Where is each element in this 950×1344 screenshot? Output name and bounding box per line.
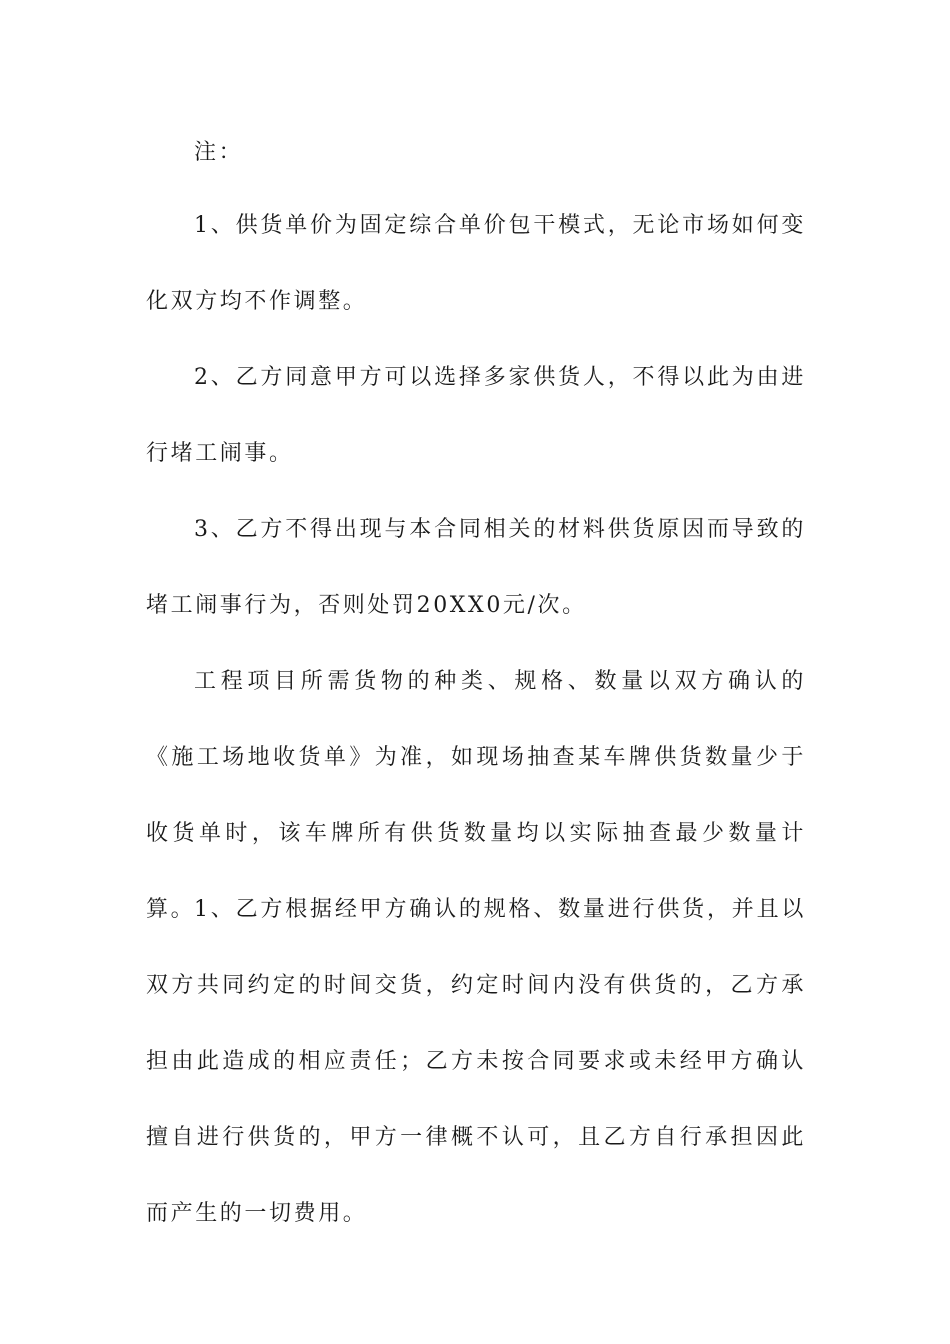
paragraph-goods-specification: 工程项目所需货物的种类、规格、数量以双方确认的《施工场地收货单》为准，如现场抽查某车牌供货数量少于收货单时，该车牌所有供货数量均以实际抽查最少数量计算。 [146, 669, 806, 922]
paragraph-price-fixed: 1、供货单价为固定综合单价包干模式，无论市场如何变化双方均不作调整。 [146, 213, 806, 314]
paragraph-penalty: 3、乙方不得出现与本合同相关的材料供货原因而导致的堵工闹事行为，否则处罚20XX0元/次。 [146, 517, 806, 618]
note-heading: 注： [194, 140, 244, 165]
paragraph-supply-responsibility: 1、乙方根据经甲方确认的规格、数量进行供货，并且以双方共同约定的时间交货，约定时间内没有供货的，乙方承担由此造成的相应责任；乙方未按合同要求或未经甲方确认擅自进行供货的，甲方一律概不认可，且乙方自行承担因此而产生的一切费用。 [146, 897, 806, 1226]
paragraph-multiple-suppliers: 2、乙方同意甲方可以选择多家供货人，不得以此为由进行堵工闹事。 [146, 365, 806, 466]
